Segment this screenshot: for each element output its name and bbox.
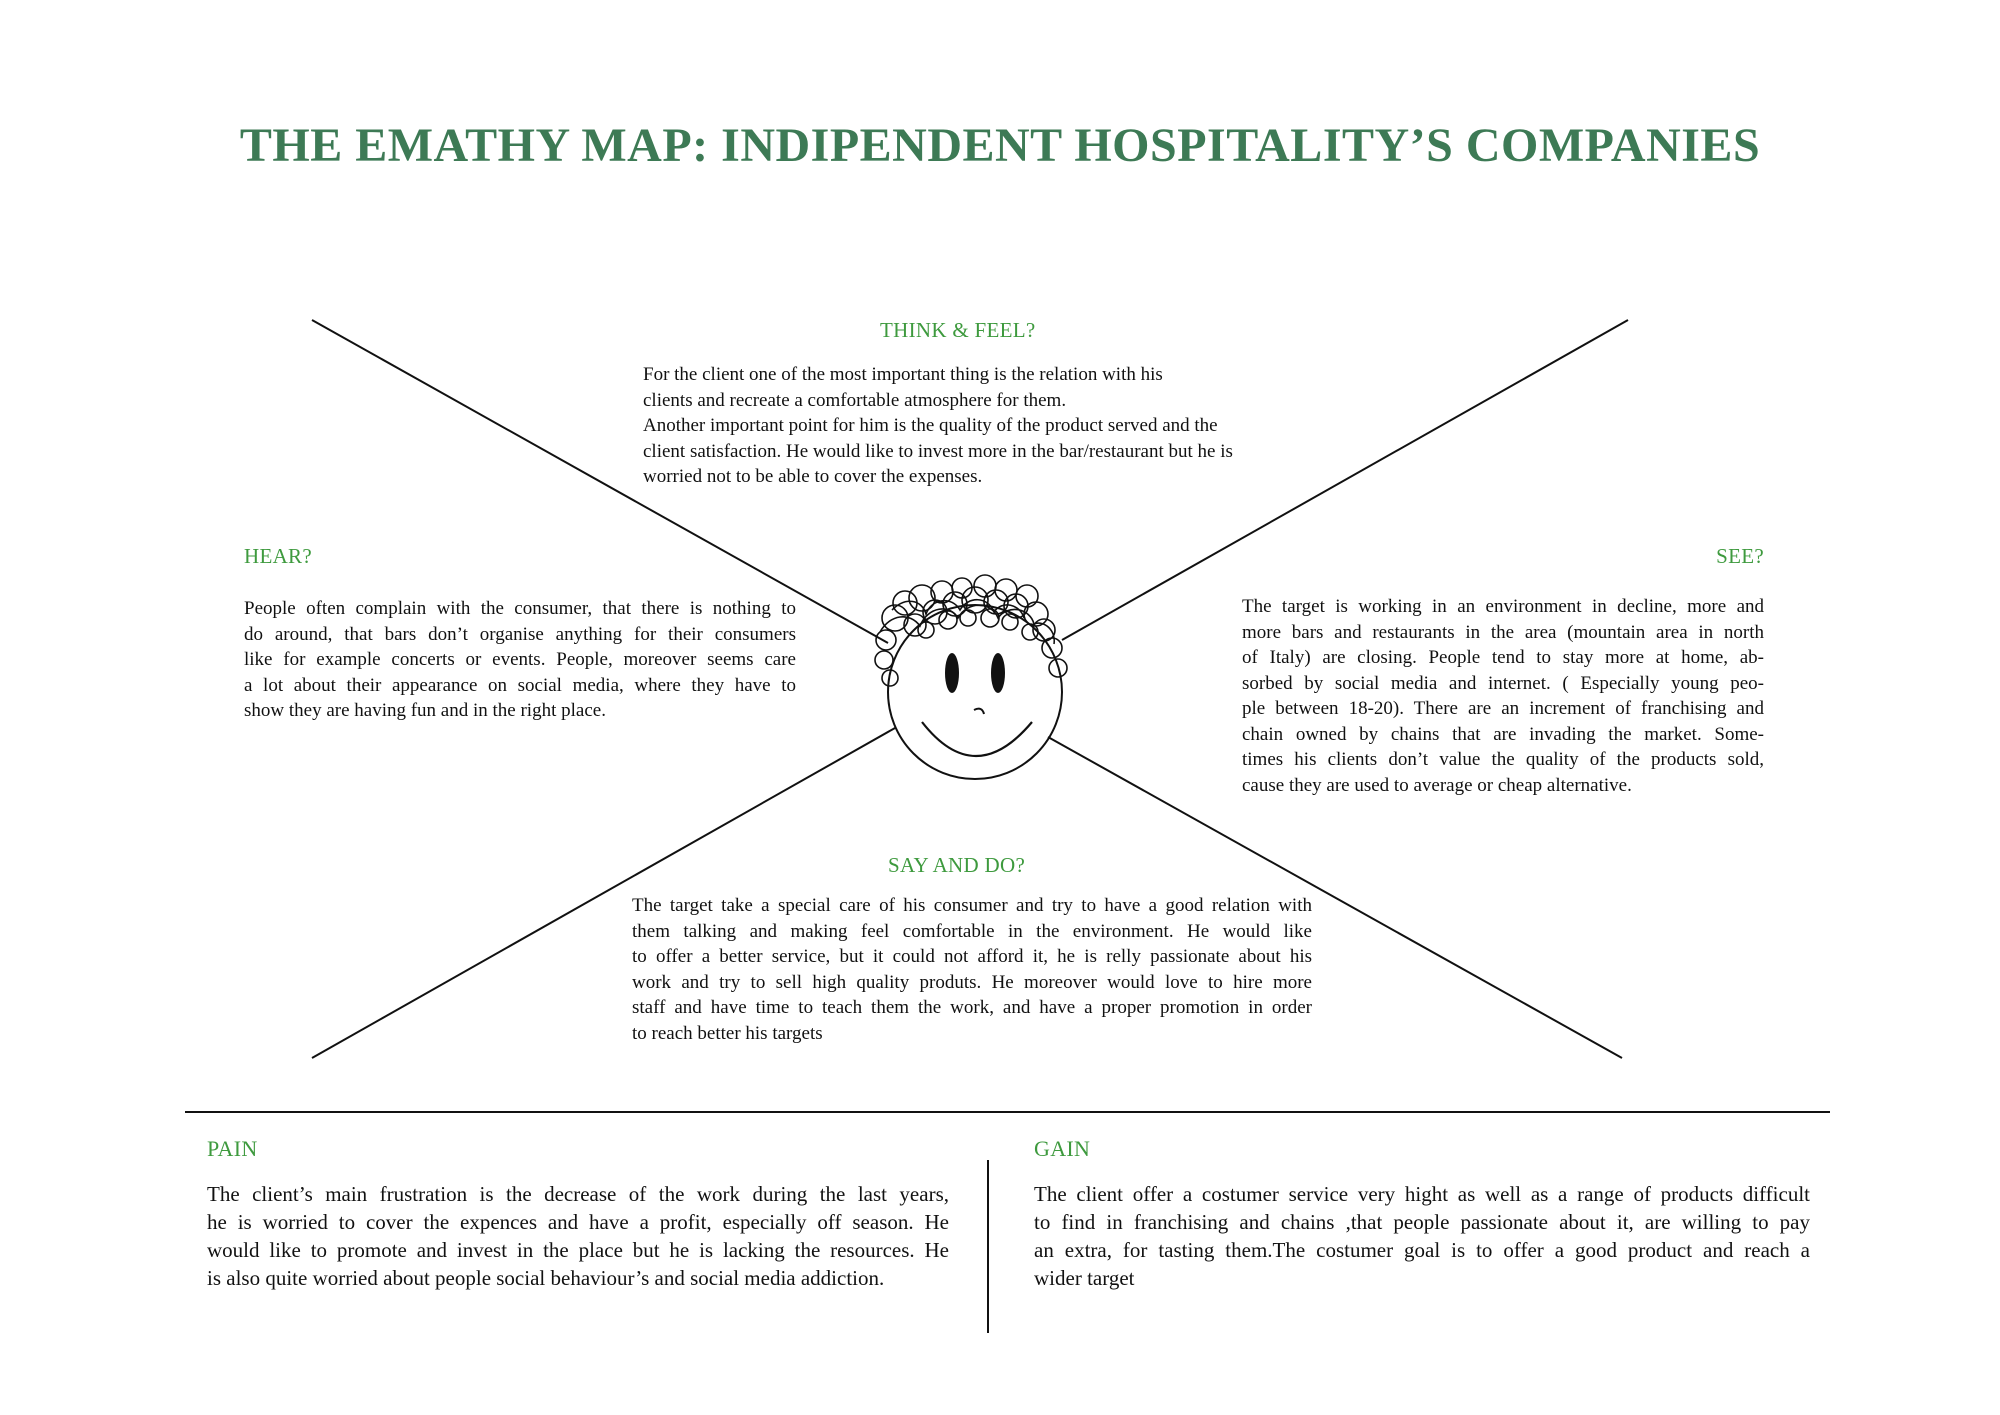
see-line: times his clients don’t value the quality of the products sold, [1242,749,1764,770]
think-feel-line: For the client one of the most important thing is the relation with his [643,364,1163,385]
page-title: THE EMATHY MAP: INDIPENDENT HOSPITALITY’S COMPANIES [239,119,1761,172]
see-line: cause they are used to average or cheap alternative. [1242,774,1632,796]
see-line: more bars and restaurants in the area (mountain area in north [1242,621,1764,643]
say-do-line: staff and have time to teach them the work, and have a proper promotion in order [632,997,1312,1018]
think-feel-line: client satisfaction. He would like to invest more in the bar/restaurant but he is [643,440,1233,462]
pain-line: The client’s main frustration is the decrease of the work during the last years, [207,1182,949,1206]
gain-line: The client offer a costumer service very hight as well as a range of products difficult [1034,1182,1810,1206]
see-line: ple between 18-20). There are an increment of franchising and [1242,698,1764,719]
see-line: sorbed by social media and internet. ( Especially young peo- [1242,672,1764,694]
see-text [1242,594,1764,798]
think-feel-heading: THINK & FEEL? [880,318,1036,342]
hear-line: a lot about their appearance on social media, where they have to [244,674,796,696]
gain-line: wider target [1034,1266,1135,1290]
hear-line: show they are having fun and in the right place. [244,700,606,721]
say-do-line: The target take a special care of his consumer and try to have a good relation with [632,895,1312,916]
gain-line: to find in franchising and chains ,that people passionate about it, are willing to pay [1034,1210,1810,1234]
see-line: chain owned by chains that are invading the market. Some- [1242,723,1764,745]
pain-line: he is worried to cover the expences and have a profit, especially off season. He [207,1210,949,1234]
say-do-heading: SAY AND DO? [888,853,1026,877]
pain-heading: PAIN [207,1136,258,1161]
hear-text [244,596,796,724]
hear-line: like for example concerts or events. People, moreover seems care [244,649,796,670]
smiley-face-icon [875,575,1067,779]
say-do-line: to reach better his targets [632,1022,823,1044]
say-do-text [632,893,1312,1046]
pain-line: would like to promote and invest in the place but he is lacking the resources. He [207,1238,949,1262]
pain-line: is also quite worried about people social behaviour’s and social media addiction. [207,1266,885,1290]
say-do-line: them talking and making feel comfortable in the environment. He would like [632,920,1312,942]
gain-heading: GAIN [1034,1136,1091,1161]
gain-text [1034,1180,1810,1292]
think-feel-text [643,362,1333,490]
say-do-line: to offer a better service, but it could not afford it, he is relly passionate about his [632,946,1312,967]
gain-line: an extra, for tasting them.The costumer goal is to offer a good product and reach a [1034,1238,1810,1262]
say-do-line: work and try to sell high quality produts. He moreover would love to hire more [632,971,1312,993]
see-line: of Italy) are closing. People tend to stay more at home, ab- [1242,647,1764,668]
think-feel-line: worried not to be able to cover the expenses. [643,466,983,487]
hear-line: People often complain with the consumer, that there is nothing to [244,598,796,619]
see-line: The target is working in an environment in decline, more and [1242,596,1764,617]
pain-text [207,1180,949,1292]
hear-heading: HEAR? [244,544,312,568]
think-feel-line: Another important point for him is the quality of the product served and the [643,415,1218,436]
think-feel-line: clients and recreate a comfortable atmosphere for them. [643,389,1067,411]
see-heading: SEE? [1716,544,1764,568]
hear-line: do around, that bars don’t organise anything for their consumers [244,623,796,645]
